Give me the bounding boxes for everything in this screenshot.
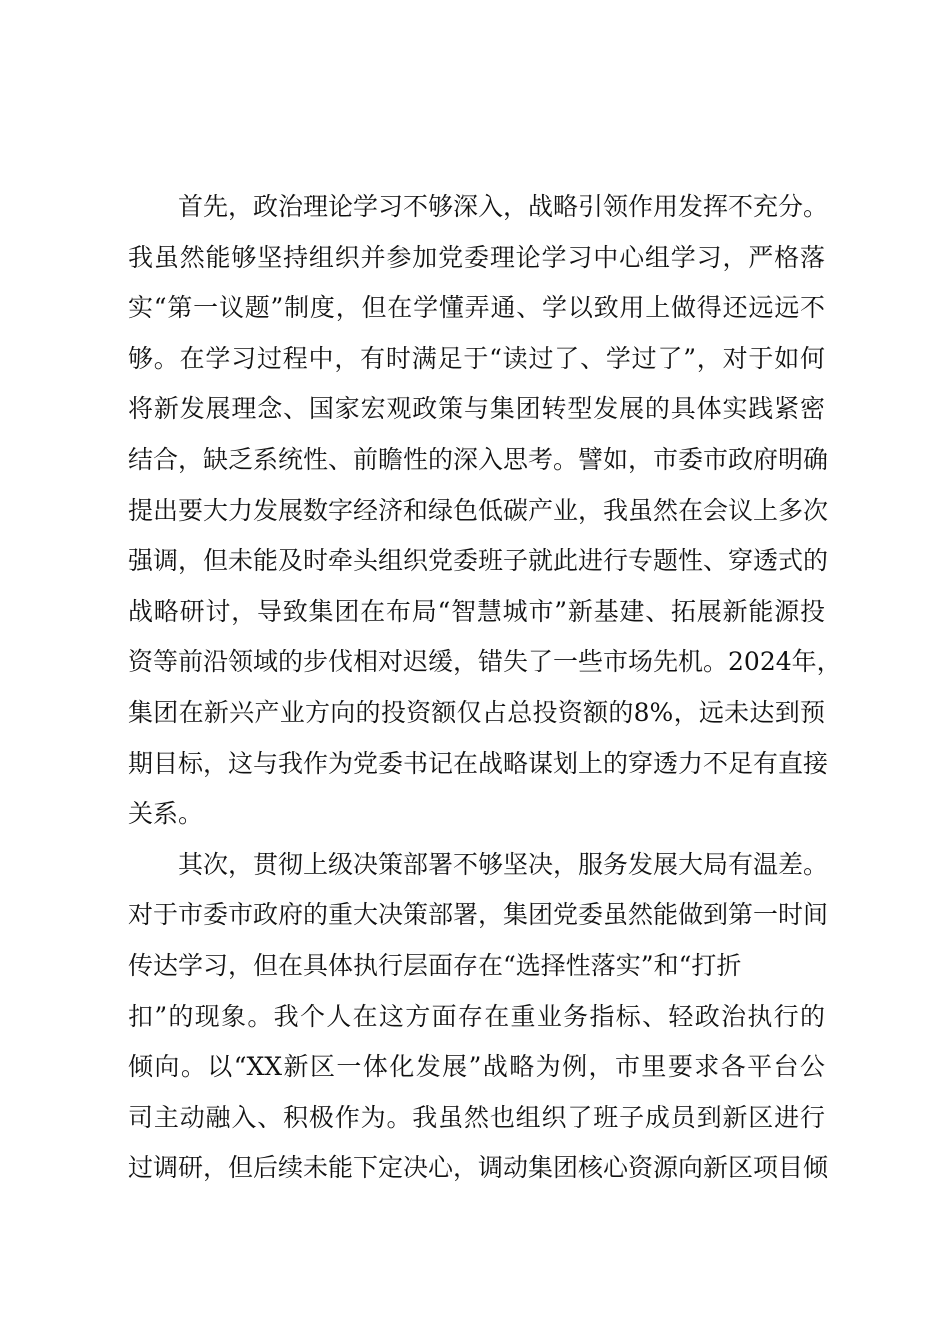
text-line: 够。在学习过程中，有时满足于“读过了、学过了”，对于如何: [128, 343, 825, 373]
text-line: 资等前沿领域的步伐相对迟缓，错失了一些市场先机。2024年，: [128, 647, 842, 677]
text-line: 传达学习，但在具体执行层面存在“选择性落实”和“打折: [128, 950, 742, 980]
text-line: 关系。: [128, 799, 204, 829]
text-line: 倾向。以“XX新区一体化发展”战略为例，市里要求各平台公: [128, 1052, 825, 1082]
paragraph: [128, 182, 842, 840]
text-line: 结合，缺乏系统性、前瞻性的深入思考。譬如，市委市政府明确: [128, 444, 829, 474]
text-line: 集团在新兴产业方向的投资额仅占总投资额的8%，远未达到预: [128, 697, 825, 727]
text-line: 对于市委市政府的重大决策部署，集团党委虽然能做到第一时间: [128, 900, 829, 930]
text-line: 期目标，这与我作为党委书记在战略谋划上的穿透力不足有直接: [128, 748, 829, 778]
paragraph: [128, 840, 829, 1194]
text-line: 司主动融入、积极作为。我虽然也组织了班子成员到新区进行: [128, 1102, 825, 1132]
text-line: 将新发展理念、国家宏观政策与集团转型发展的具体实践紧密: [128, 394, 825, 424]
text-line: 提出要大力发展数字经济和绿色低碳产业，我虽然在会议上多次: [128, 495, 829, 525]
text-line: 首先，政治理论学习不够深入，战略引领作用发挥不充分。: [178, 192, 829, 221]
text-line: 强调，但未能及时牵头组织党委班子就此进行专题性、穿透式的: [128, 546, 829, 576]
text-line: 战略研讨，导致集团在布局“智慧城市”新基建、拓展新能源投: [128, 596, 825, 626]
text-line: 过调研，但后续未能下定决心，调动集团核心资源向新区项目倾: [128, 1153, 829, 1183]
text-line: 实“第一议题”制度，但在学懂弄通、学以致用上做得还远远不: [128, 293, 825, 323]
text-line: 其次，贯彻上级决策部署不够坚决，服务发展大局有温差。: [178, 849, 829, 879]
text-line: 扣”的现象。我个人在这方面存在重业务指标、轻政治执行的: [128, 1001, 825, 1031]
text-line: 我虽然能够坚持组织并参加党委理论学习中心组学习，严格落: [128, 242, 825, 272]
document-body: [128, 182, 842, 1194]
